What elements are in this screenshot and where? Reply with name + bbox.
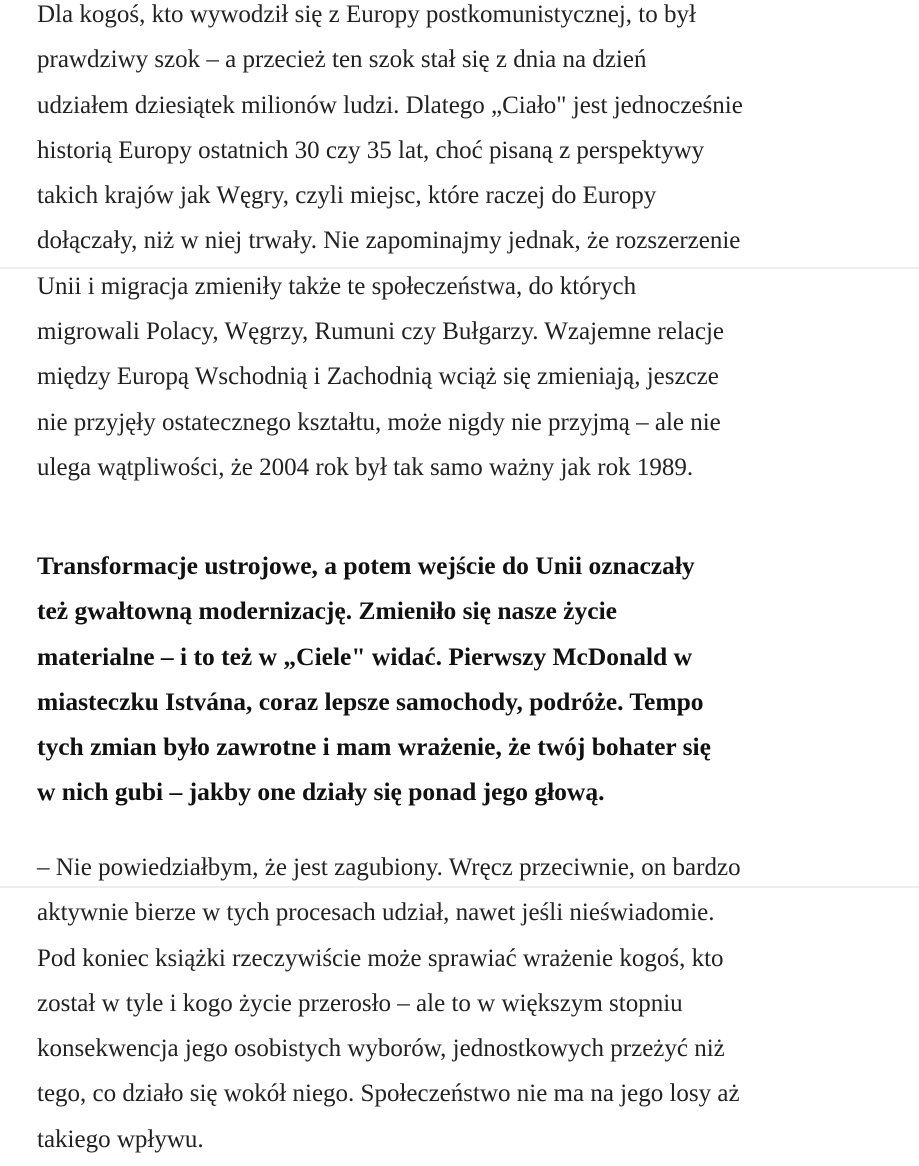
text-line: w nich gubi – jakby one działy się ponad jego głową. — [37, 777, 605, 807]
text-line: – Nie powiedziałbym, że jest zagubiony. Wręcz przeciwnie, on bardzo — [37, 854, 741, 881]
text-line: Unii i migracja zmieniły także te społeczeństwa, do których — [37, 272, 637, 300]
interview-question — [37, 543, 711, 815]
answer-paragraph — [37, 0, 743, 490]
text-line: został w tyle i kogo życie przerosło – ale to w większym stopniu — [37, 989, 683, 1017]
text-line: między Europą Wschodnią i Zachodnią wciąż się zmieniają, jeszcze — [37, 363, 719, 391]
text-line: takich krajów jak Węgry, czyli miejsc, które raczej do Europy — [37, 182, 657, 210]
text-line: Transformacje ustrojowe, a potem wejście do Unii oznaczały — [37, 551, 695, 580]
text-line: konsekwencja jego osobistych wyborów, jednostkowych przeżyć niż — [37, 1035, 725, 1063]
text-line: materialne – i to też w „Ciele" widać. Pierwszy McDonald w — [37, 641, 693, 671]
text-line: dołączały, niż w niej trwały. Nie zapominajmy jednak, że rozszerzenie — [37, 227, 741, 255]
text-line: Pod koniec książki rzeczywiście może sprawiać wrażenie kogoś, kto — [37, 944, 724, 972]
text-line: miasteczku Istvána, coraz lepsze samochody, podróże. Tempo — [37, 686, 704, 716]
text-line: takiego wpływu. — [37, 1125, 204, 1153]
text-line: Dla kogoś, kto wywodził się z Europy postkomunistycznej, to był — [37, 1, 696, 28]
text-line: udziałem dziesiątek milionów ludzi. Dlatego „Ciało" jest jednocześnie — [37, 91, 743, 119]
text-line: tych zmian było zawrotne i mam wrażenie, że twój bohater się — [37, 732, 711, 762]
text-line: też gwałtowną modernizację. Zmieniło się nasze życie — [37, 596, 617, 626]
text-line: tego, co działo się wokół niego. Społeczeństwo nie ma na jego losy aż — [37, 1080, 740, 1108]
text-line: nie przyjęły ostatecznego kształtu, może nigdy nie przyjmą – ale nie — [37, 408, 721, 436]
text-line: prawdziwy szok – a przecież ten szok stał się z dnia na dzień — [37, 46, 647, 74]
text-line: ulega wątpliwości, że 2004 rok był tak samo ważny jak rok 1989. — [37, 453, 694, 481]
text-line: aktywnie bierze w tych procesach udział, nawet jeśli nieświadomie. — [37, 899, 715, 927]
answer-paragraph — [37, 845, 741, 1162]
text-line: historią Europy ostatnich 30 czy 35 lat, choć pisaną z perspektywy — [37, 136, 705, 164]
text-line: migrowali Polacy, Węgrzy, Rumuni czy Bułgarzy. Wzajemne relacje — [37, 318, 725, 346]
